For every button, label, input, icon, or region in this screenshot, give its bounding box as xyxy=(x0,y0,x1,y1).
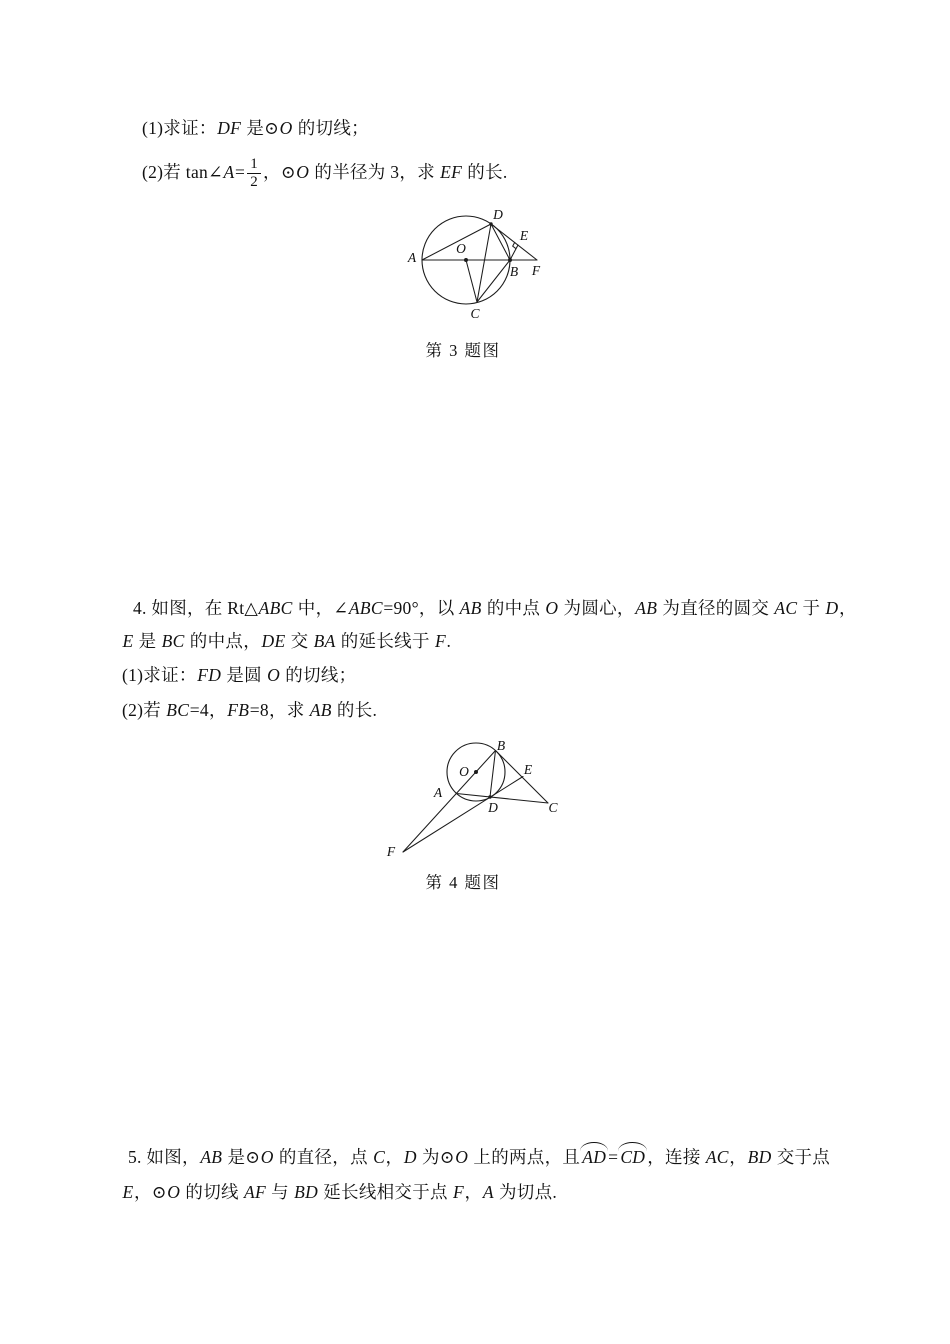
point-B xyxy=(508,258,512,262)
figure4-diagram xyxy=(385,738,580,862)
point-label-O: O xyxy=(456,241,466,256)
point-label-A: A xyxy=(407,250,417,265)
problem5-line1: 5. 如图，AB 是⊙O 的直径，点 C，D 为⊙O 上的两点，且 AD = CD ，连接 AC，BD 交于点 xyxy=(128,1147,831,1167)
line-AC xyxy=(457,794,549,804)
point-label-F: F xyxy=(386,844,396,859)
point-label-O: O xyxy=(459,764,469,779)
problem5-line2: E，⊙O 的切线 AF 与 BD 延长线相交于点 F，A 为切点. xyxy=(122,1182,558,1202)
problem3-sub2: (2)若 tan∠A= $\frac{1}{2}$ ，⊙O 的半径为 3，求 EF 的长. xyxy=(142,156,508,191)
problem4-line1: 4. 如图，在 Rt△ABC 中，∠ABC=90°，以 AB 的中点 O 为圆心，AB 为直径的圆交 AC 于 D， xyxy=(133,598,857,618)
figure3-diagram xyxy=(395,202,590,328)
problem4-sub1: (1)求证：FD 是圆 O 的切线； xyxy=(122,665,357,685)
fraction: $\frac{1}{2}$ xyxy=(247,156,261,192)
figure4-caption: 第 4 题图 xyxy=(425,873,501,892)
point-label-E: E xyxy=(519,228,529,243)
problem4-sub2: (2)若 BC=4，FB=8，求 AB 的长. xyxy=(122,700,378,720)
point-label-C: C xyxy=(470,306,480,321)
point-label-B: B xyxy=(509,264,519,279)
figure3-labels xyxy=(407,207,541,321)
point-label-D: D xyxy=(493,207,503,222)
line-DF xyxy=(491,224,537,260)
line-FB xyxy=(403,751,496,853)
line-DC xyxy=(477,224,491,302)
line-DB xyxy=(491,224,510,260)
figure3-caption: 第 3 题图 xyxy=(425,341,501,360)
point-O xyxy=(464,258,468,262)
point-label-F: F xyxy=(531,263,541,278)
point-label-B: B xyxy=(496,738,506,753)
line-BD xyxy=(490,751,496,798)
point-label-A: A xyxy=(433,785,443,800)
problem4-line2: E 是 BC 的中点，DE 交 BA 的延长线于 F. xyxy=(122,631,452,651)
line-OC xyxy=(466,260,477,302)
figure4-labels xyxy=(386,738,559,859)
figure4-points xyxy=(474,770,492,799)
point-label-D: D xyxy=(488,800,498,815)
line-BC xyxy=(496,751,549,804)
point-D xyxy=(489,222,492,225)
point-label-E: E xyxy=(523,762,533,777)
problem3-sub1: (1)求证：DF 是⊙O 的切线； xyxy=(142,118,369,138)
point-D xyxy=(488,795,491,798)
point-O xyxy=(474,770,478,774)
point-label-C: C xyxy=(548,800,558,815)
line-FE xyxy=(403,777,523,853)
